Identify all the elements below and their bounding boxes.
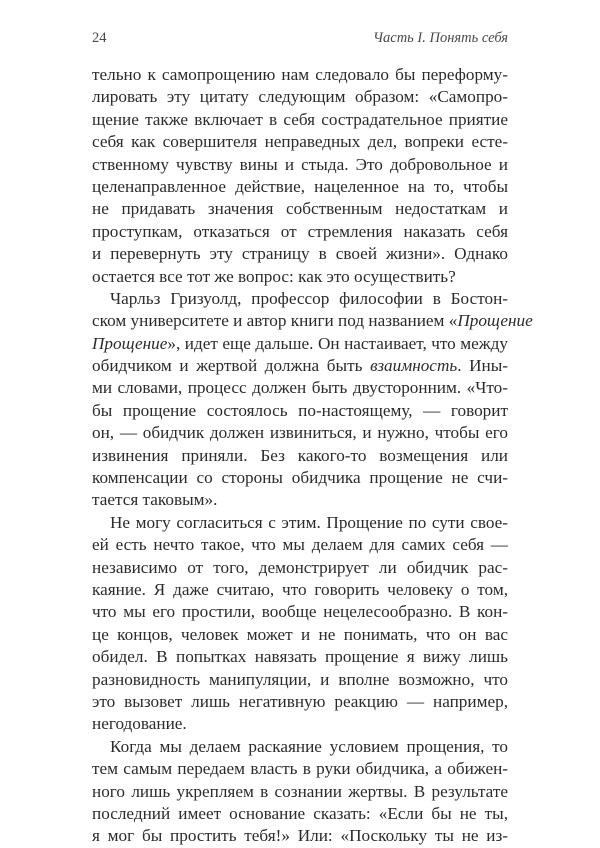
text-line: негодование.	[92, 714, 187, 734]
text-line: щение также включает в себя сострадательное приятие	[92, 109, 508, 129]
text-line: что мы его простили, вообще нецелесообразно. В кон-	[92, 602, 508, 622]
body-text	[92, 64, 533, 848]
text-line: Чарльз Гризуолд, профессор философии в Бостон-	[110, 288, 508, 308]
text-line: тем самым передаем власть в руки обидчика, а обижен-	[92, 759, 508, 779]
text-line: лировать эту цитату следующим образом: «Самопро-	[92, 87, 508, 107]
text-line: каяние. Я даже считаю, что говорить человеку о том,	[92, 579, 508, 599]
paragraph	[92, 736, 508, 848]
book-title-italic: Прощение	[92, 333, 168, 353]
paragraph	[92, 288, 533, 512]
text-line: это вызовет лишь негативную реакцию — например,	[92, 691, 508, 711]
text-line: последний имеет основание сказать: «Если бы не ты,	[92, 803, 508, 823]
text-line: ми словами, процесс должен быть двусторонним. «Что-	[92, 378, 508, 398]
text-line: извинения приняли. Без какого-то возмещения или	[92, 445, 508, 465]
text-line	[92, 310, 533, 332]
text-line: обидел. В попытках навязать прощение я вижу лишь	[92, 647, 508, 667]
text-line	[92, 355, 508, 377]
running-head	[92, 30, 508, 50]
text-line: Не могу согласиться с этим. Прощение по сути свое-	[110, 512, 508, 532]
text-line: тельно к самопрощению нам следовало бы переформу-	[92, 65, 508, 84]
text-fragment: ском университете и автор книги под названием «	[92, 311, 458, 331]
text-line: остается все тот же вопрос: как это осуществить?	[92, 266, 456, 286]
text-fragment: . Ины-	[457, 356, 508, 376]
text-fragment: », идет еще дальше. Он настаивает, что между	[167, 333, 508, 353]
text-line: Когда мы делаем раскаяние условием прощения, то	[110, 736, 508, 756]
text-line: ственному чувству вины и стыда. Это добровольное и	[92, 154, 508, 174]
text-line: бы прощение состоялось по-настоящему, — говорит	[92, 400, 508, 420]
text-line: проступкам, отказаться от стремления наказать себя	[92, 221, 508, 241]
text-line: компенсации со стороны обидчика прощение не счи-	[92, 468, 508, 488]
paragraph	[92, 64, 508, 288]
text-line: себя как совершителя неправедных дел, вопреки есте-	[92, 132, 508, 152]
text-line: разновидность манипуляции, и вполне возможно, что	[92, 669, 508, 689]
text-line	[92, 333, 508, 355]
paragraph	[92, 512, 508, 736]
text-line: не придавать значения собственным недостаткам и	[92, 199, 508, 219]
section-title: Часть I. Понять себя	[373, 30, 508, 46]
text-line: независимо от того, демонстрирует ли обидчик рас-	[92, 557, 508, 577]
text-line: ей есть нечто такое, что мы делаем для самих себя —	[92, 535, 508, 555]
text-line: це концов, человек может и не понимать, что он вас	[92, 624, 508, 644]
text-line: он, — обидчик должен извиниться, и нужно, чтобы его	[92, 423, 508, 443]
text-line: ного лишь укрепляем в сознании жертвы. В результате	[92, 781, 508, 801]
text-fragment: обидчиком и жертвой должна быть	[92, 356, 371, 376]
text-line: я мог бы простить тебя!» Или: «Поскольку ты не из-	[92, 826, 508, 846]
emphasis-italic: взаимность	[370, 356, 458, 376]
text-line: тается таковым».	[92, 490, 218, 510]
text-line: и перевернуть эту страницу в своей жизни». Однако	[92, 244, 508, 264]
book-title-italic: Прощение	[457, 311, 533, 331]
page-number: 24	[92, 30, 107, 46]
text-line: целенаправленное действие, нацеленное на то, чтобы	[92, 176, 508, 196]
